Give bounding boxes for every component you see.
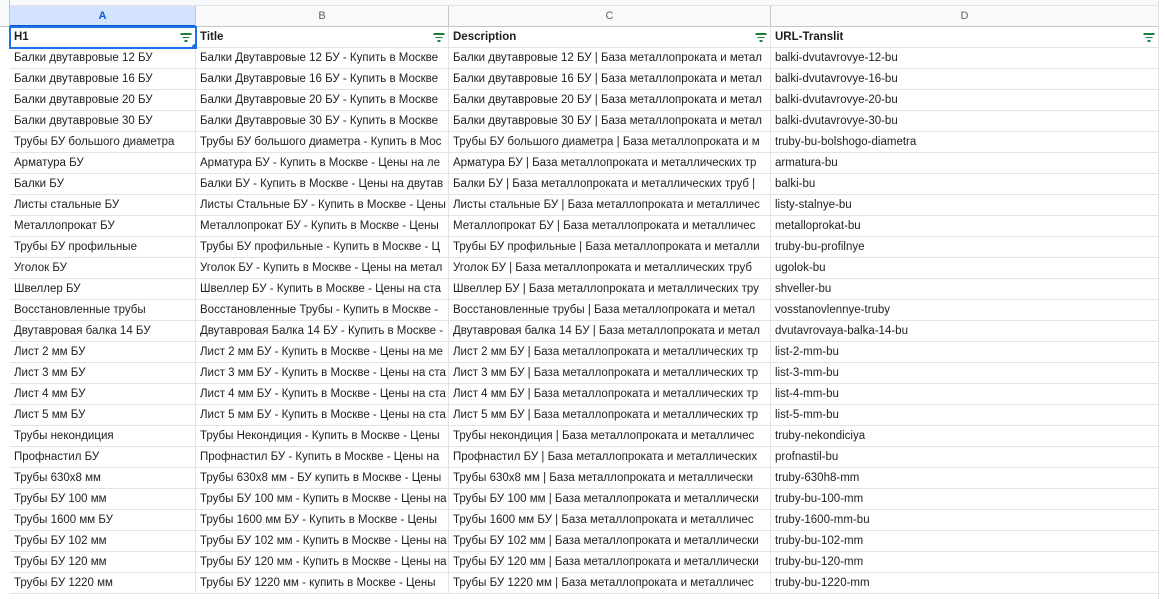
h1-cell[interactable]: Швеллер БУ	[10, 279, 196, 300]
table-row	[10, 573, 1159, 594]
title-cell[interactable]: Трубы БУ 1220 мм - купить в Москве - Цены	[196, 573, 449, 594]
h1-cell[interactable]: Арматура БУ	[10, 153, 196, 174]
description-cell[interactable]: Трубы БУ 102 мм | База металлопроката и металлически	[449, 531, 771, 552]
column-header-a[interactable]: A	[10, 6, 196, 27]
h1-cell[interactable]: Трубы БУ профильные	[10, 237, 196, 258]
description-cell[interactable]: Балки двутавровые 16 БУ | База металлопроката и метал	[449, 69, 771, 90]
h1-cell[interactable]: Восстановленные трубы	[10, 300, 196, 321]
h1-cell[interactable]: Металлопрокат БУ	[10, 216, 196, 237]
description-cell[interactable]: Трубы 1600 мм БУ | База металлопроката и металличес	[449, 510, 771, 531]
description-cell[interactable]: Профнастил БУ | База металлопроката и металлических	[449, 447, 771, 468]
title-cell[interactable]: Трубы БУ большого диаметра - Купить в Мос	[196, 132, 449, 153]
title-cell[interactable]: Трубы БУ 120 мм - Купить в Москве - Цены на	[196, 552, 449, 573]
title-cell[interactable]: Трубы 630х8 мм - БУ купить в Москве - Цены	[196, 468, 449, 489]
url-cell[interactable]: shveller-bu	[771, 279, 1159, 300]
header-cell-title[interactable]	[196, 27, 449, 48]
description-cell[interactable]: Трубы БУ 100 мм | База металлопроката и металлически	[449, 489, 771, 510]
table-row	[10, 69, 1159, 90]
url-cell[interactable]: listy-stalnye-bu	[771, 195, 1159, 216]
title-cell[interactable]: Арматура БУ - Купить в Москве - Цены на ле	[196, 153, 449, 174]
header-label: H1	[14, 31, 29, 43]
table-row	[10, 153, 1159, 174]
select-all-corner[interactable]	[0, 0, 10, 27]
h1-cell[interactable]: Трубы БУ большого диаметра	[10, 132, 196, 153]
h1-cell[interactable]: Лист 3 мм БУ	[10, 363, 196, 384]
h1-cell[interactable]: Трубы БУ 120 мм	[10, 552, 196, 573]
table-row	[10, 342, 1159, 363]
description-cell[interactable]: Балки двутавровые 30 БУ | База металлопроката и метал	[449, 111, 771, 132]
table-row	[10, 447, 1159, 468]
h1-cell[interactable]: Балки двутавровые 16 БУ	[10, 69, 196, 90]
description-cell[interactable]: Листы стальные БУ | База металлопроката и металличес	[449, 195, 771, 216]
title-cell[interactable]: Восстановленные Трубы - Купить в Москве -	[196, 300, 449, 321]
title-cell[interactable]: Трубы БУ 100 мм - Купить в Москве - Цены на	[196, 489, 449, 510]
table-row	[10, 489, 1159, 510]
h1-cell[interactable]: Трубы БУ 102 мм	[10, 531, 196, 552]
title-cell[interactable]: Балки Двутавровые 16 БУ - Купить в Москве	[196, 69, 449, 90]
description-cell[interactable]: Балки БУ | База металлопроката и металлических труб |	[449, 174, 771, 195]
description-cell[interactable]: Швеллер БУ | База металлопроката и металлических тру	[449, 279, 771, 300]
title-cell[interactable]: Трубы 1600 мм БУ - Купить в Москве - Цены	[196, 510, 449, 531]
h1-cell[interactable]: Листы стальные БУ	[10, 195, 196, 216]
table-row	[10, 90, 1159, 111]
description-cell[interactable]: Лист 4 мм БУ | База металлопроката и металлических тр	[449, 384, 771, 405]
data-rows	[10, 48, 1159, 594]
title-cell[interactable]: Балки Двутавровые 30 БУ - Купить в Москве	[196, 111, 449, 132]
title-cell[interactable]: Лист 4 мм БУ - Купить в Москве - Цены на ста	[196, 384, 449, 405]
h1-cell[interactable]: Уголок БУ	[10, 258, 196, 279]
h1-cell[interactable]: Лист 5 мм БУ	[10, 405, 196, 426]
table-row	[10, 237, 1159, 258]
description-cell[interactable]: Металлопрокат БУ | База металлопроката и металличес	[449, 216, 771, 237]
description-cell[interactable]: Трубы БУ 120 мм | База металлопроката и металлически	[449, 552, 771, 573]
description-cell[interactable]: Лист 3 мм БУ | База металлопроката и металлических тр	[449, 363, 771, 384]
url-cell[interactable]: list-3-mm-bu	[771, 363, 1159, 384]
h1-cell[interactable]: Балки БУ	[10, 174, 196, 195]
url-cell[interactable]: truby-630h8-mm	[771, 468, 1159, 489]
url-cell[interactable]: truby-nekondiciya	[771, 426, 1159, 447]
title-cell[interactable]: Балки БУ - Купить в Москве - Цены на двутав	[196, 174, 449, 195]
header-label: Description	[453, 31, 517, 43]
description-cell[interactable]: Балки двутавровые 12 БУ | База металлопроката и метал	[449, 48, 771, 69]
title-cell[interactable]: Трубы БУ 102 мм - Купить в Москве - Цены на	[196, 531, 449, 552]
description-cell[interactable]: Арматура БУ | База металлопроката и металлических тр	[449, 153, 771, 174]
h1-cell[interactable]: Трубы некондиция	[10, 426, 196, 447]
title-cell[interactable]: Профнастил БУ - Купить в Москве - Цены на	[196, 447, 449, 468]
url-cell[interactable]: truby-bu-102-mm	[771, 531, 1159, 552]
filter-icon[interactable]	[433, 32, 444, 42]
url-cell[interactable]: balki-dvutavrovye-30-bu	[771, 111, 1159, 132]
table-row	[10, 216, 1159, 237]
table-row	[10, 405, 1159, 426]
h1-cell[interactable]: Лист 2 мм БУ	[10, 342, 196, 363]
h1-cell[interactable]: Трубы БУ 100 мм	[10, 489, 196, 510]
table-row	[10, 468, 1159, 489]
title-cell[interactable]: Трубы БУ профильные - Купить в Москве - Ц	[196, 237, 449, 258]
table-row	[10, 426, 1159, 447]
title-cell[interactable]: Листы Стальные БУ - Купить в Москве - Цены	[196, 195, 449, 216]
url-cell[interactable]: list-4-mm-bu	[771, 384, 1159, 405]
title-cell[interactable]: Лист 2 мм БУ - Купить в Москве - Цены на ме	[196, 342, 449, 363]
url-cell[interactable]: balki-dvutavrovye-20-bu	[771, 90, 1159, 111]
title-cell[interactable]: Двутавровая Балка 14 БУ - Купить в Москве -	[196, 321, 449, 342]
filter-icon[interactable]	[1143, 32, 1154, 42]
h1-cell[interactable]: Балки двутавровые 12 БУ	[10, 48, 196, 69]
fill-handle[interactable]	[191, 43, 196, 48]
url-cell[interactable]: truby-bu-100-mm	[771, 489, 1159, 510]
table-row	[10, 363, 1159, 384]
description-cell[interactable]: Трубы 630х8 мм | База металлопроката и металлически	[449, 468, 771, 489]
h1-cell[interactable]: Трубы 1600 мм БУ	[10, 510, 196, 531]
description-cell[interactable]: Трубы БУ 1220 мм | База металлопроката и металличес	[449, 573, 771, 594]
url-cell[interactable]: armatura-bu	[771, 153, 1159, 174]
title-cell[interactable]: Балки Двутавровые 12 БУ - Купить в Москве	[196, 48, 449, 69]
title-cell[interactable]: Металлопрокат БУ - Купить в Москве - Цены	[196, 216, 449, 237]
column-headers	[10, 6, 1159, 27]
table-row	[10, 510, 1159, 531]
description-cell[interactable]: Лист 2 мм БУ | База металлопроката и металлических тр	[449, 342, 771, 363]
url-cell[interactable]: ugolok-bu	[771, 258, 1159, 279]
title-cell[interactable]: Балки Двутавровые 20 БУ - Купить в Москве	[196, 90, 449, 111]
title-cell[interactable]: Трубы Некондиция - Купить в Москве - Цены	[196, 426, 449, 447]
url-cell[interactable]: dvutavrovaya-balka-14-bu	[771, 321, 1159, 342]
table-row	[10, 321, 1159, 342]
url-cell[interactable]: balki-bu	[771, 174, 1159, 195]
url-cell[interactable]: profnastil-bu	[771, 447, 1159, 468]
header-row	[10, 27, 1159, 48]
url-cell[interactable]: truby-bu-120-mm	[771, 552, 1159, 573]
url-cell[interactable]: balki-dvutavrovye-12-bu	[771, 48, 1159, 69]
column-header-b[interactable]: B	[196, 6, 449, 27]
url-cell[interactable]: truby-1600-mm-bu	[771, 510, 1159, 531]
url-cell[interactable]: vosstanovlennye-truby	[771, 300, 1159, 321]
table-row	[10, 531, 1159, 552]
column-header-c[interactable]: C	[449, 6, 771, 27]
title-cell[interactable]: Лист 5 мм БУ - Купить в Москве - Цены на ста	[196, 405, 449, 426]
title-cell[interactable]: Лист 3 мм БУ - Купить в Москве - Цены на ста	[196, 363, 449, 384]
header-cell-url-translit[interactable]	[771, 27, 1159, 48]
title-cell[interactable]: Швеллер БУ - Купить в Москве - Цены на ста	[196, 279, 449, 300]
cell-grid	[10, 27, 1159, 594]
table-row	[10, 132, 1159, 153]
h1-cell[interactable]: Трубы 630х8 мм	[10, 468, 196, 489]
url-cell[interactable]: list-5-mm-bu	[771, 405, 1159, 426]
grid-right-edge	[1158, 0, 1165, 599]
table-row	[10, 300, 1159, 321]
h1-cell[interactable]: Лист 4 мм БУ	[10, 384, 196, 405]
column-header-d[interactable]: D	[771, 6, 1159, 27]
header-label: URL-Translit	[775, 31, 844, 43]
description-cell[interactable]: Трубы БУ профильные | База металлопроката и металли	[449, 237, 771, 258]
table-row	[10, 174, 1159, 195]
table-row	[10, 48, 1159, 69]
filter-icon[interactable]	[180, 32, 191, 42]
description-cell[interactable]: Балки двутавровые 20 БУ | База металлопроката и метал	[449, 90, 771, 111]
table-row	[10, 258, 1159, 279]
table-row	[10, 111, 1159, 132]
description-cell[interactable]: Лист 5 мм БУ | База металлопроката и металлических тр	[449, 405, 771, 426]
h1-cell[interactable]: Двутавровая балка 14 БУ	[10, 321, 196, 342]
table-row	[10, 195, 1159, 216]
url-cell[interactable]: balki-dvutavrovye-16-bu	[771, 69, 1159, 90]
table-row	[10, 552, 1159, 573]
filter-icon[interactable]	[755, 32, 766, 42]
h1-cell[interactable]: Профнастил БУ	[10, 447, 196, 468]
header-cell-description[interactable]	[449, 27, 771, 48]
url-cell[interactable]: truby-bu-1220-mm	[771, 573, 1159, 594]
description-cell[interactable]: Восстановленные трубы | База металлопроката и метал	[449, 300, 771, 321]
url-cell[interactable]: truby-bu-bolshogo-diametra	[771, 132, 1159, 153]
h1-cell[interactable]: Балки двутавровые 20 БУ	[10, 90, 196, 111]
h1-cell[interactable]: Трубы БУ 1220 мм	[10, 573, 196, 594]
h1-cell[interactable]: Балки двутавровые 30 БУ	[10, 111, 196, 132]
table-row	[10, 384, 1159, 405]
header-label: Title	[200, 31, 224, 43]
description-cell[interactable]: Трубы БУ большого диаметра | База металлопроката и м	[449, 132, 771, 153]
description-cell[interactable]: Трубы некондиция | База металлопроката и металличес	[449, 426, 771, 447]
url-cell[interactable]: truby-bu-profilnye	[771, 237, 1159, 258]
description-cell[interactable]: Двутавровая балка 14 БУ | База металлопроката и метал	[449, 321, 771, 342]
description-cell[interactable]: Уголок БУ | База металлопроката и металлических труб	[449, 258, 771, 279]
url-cell[interactable]: metalloprokat-bu	[771, 216, 1159, 237]
table-row	[10, 279, 1159, 300]
url-cell[interactable]: list-2-mm-bu	[771, 342, 1159, 363]
title-cell[interactable]: Уголок БУ - Купить в Москве - Цены на метал	[196, 258, 449, 279]
header-cell-h1[interactable]	[10, 27, 196, 48]
